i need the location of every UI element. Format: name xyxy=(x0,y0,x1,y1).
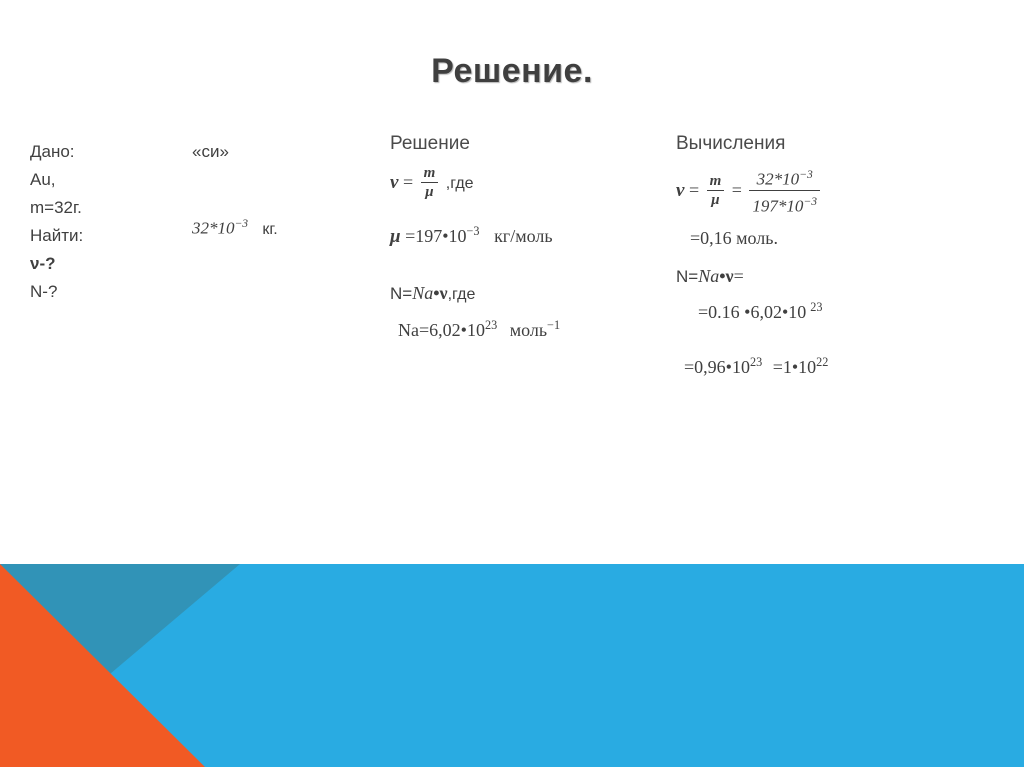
given-column xyxy=(30,138,190,306)
solution-mu-unit: кг/моль xyxy=(494,226,553,246)
calc-n-na: Na xyxy=(698,266,720,287)
calc-n-step xyxy=(698,292,1006,327)
calc-result-numerator-exp: −3 xyxy=(799,168,813,181)
calculations-header: Вычисления xyxy=(676,133,786,154)
si-value-number: 32*10 xyxy=(192,218,235,238)
calc-n-result-a-exp: 23 xyxy=(749,355,763,370)
calc-n-result-a: =0,96•10 xyxy=(684,357,750,378)
solution-na-exponent: 23 xyxy=(484,318,498,332)
given-line-au: Au, xyxy=(30,170,56,189)
slide-content xyxy=(0,130,1024,560)
calc-result-denominator-exp: −3 xyxy=(803,194,817,208)
given-line-mass: m=32г. xyxy=(30,198,82,217)
calc-result-fraction xyxy=(749,165,820,216)
si-header: «си» xyxy=(192,142,229,161)
si-value xyxy=(192,210,382,244)
given-header: Дано: xyxy=(30,142,75,161)
solution-nu-where: ,где xyxy=(445,175,474,193)
calculations-column xyxy=(676,130,1006,382)
calc-nu-symbol: ν xyxy=(676,179,685,201)
calc-result-denominator xyxy=(749,191,820,217)
calc-n-step-exp: 23 xyxy=(810,300,823,315)
calc-nu-denominator: μ xyxy=(711,191,720,208)
solution-nu-symbol: ν xyxy=(390,172,399,194)
solution-nu-numerator: m xyxy=(421,165,439,183)
calc-n-label: N= xyxy=(676,267,699,287)
given-line-nu: ν-? xyxy=(30,254,56,273)
calc-result-denominator-base: 197*10 xyxy=(752,196,804,216)
page-title: Решение. xyxy=(431,52,593,90)
solution-nu-denominator: μ xyxy=(425,184,434,200)
band-orange-triangle xyxy=(0,564,205,767)
calc-nu-result: =0,16 моль. xyxy=(690,228,778,249)
calc-n-result-b: =1•10 xyxy=(772,357,817,378)
calc-n-step-base: =0.16 •6,02•10 xyxy=(698,302,807,323)
solution-header: Решение xyxy=(390,133,470,154)
si-value-exponent: −3 xyxy=(234,217,249,230)
calc-nu-numerator: m xyxy=(707,173,725,191)
calc-nu-equals2: = xyxy=(731,179,742,200)
si-unit: кг. xyxy=(262,220,278,238)
calc-nu-fraction xyxy=(707,173,725,209)
calc-result-numerator xyxy=(749,165,820,191)
calc-n-result xyxy=(684,347,1006,382)
given-line-find: Найти: xyxy=(30,226,84,245)
solution-n-equation xyxy=(390,278,670,310)
solution-na-label: Na=6,02•10 xyxy=(398,320,485,340)
solution-n-where: ,где xyxy=(447,286,476,303)
solution-na-unit: моль xyxy=(509,320,548,340)
solution-na-line xyxy=(398,310,670,345)
solution-mu-value: =197•10 xyxy=(405,226,467,246)
si-column xyxy=(192,138,382,244)
solution-na-unit-exponent: −1 xyxy=(547,318,561,332)
calc-result-numerator-base: 32*10 xyxy=(756,169,800,189)
solution-mu-exponent: −3 xyxy=(466,224,480,238)
calc-n-nu: ν xyxy=(725,266,734,287)
calc-n-equals: = xyxy=(733,266,744,287)
solution-n-label: N= xyxy=(390,284,413,303)
calc-nu-equals: = xyxy=(688,179,700,200)
calc-nu-equation xyxy=(676,166,1006,217)
solution-n-dot: • xyxy=(433,283,440,303)
solution-mu-equation xyxy=(390,216,670,252)
calc-n-result-b-exp: 22 xyxy=(816,355,829,370)
solution-nu-fraction xyxy=(421,165,439,201)
calc-n-equation xyxy=(676,261,1006,292)
given-line-n: N-? xyxy=(30,282,58,301)
solution-nu-equals: = xyxy=(402,172,414,193)
solution-n-nu: ν xyxy=(439,283,448,303)
solution-column xyxy=(390,130,670,345)
decorative-band xyxy=(0,564,1024,767)
calc-n-dot: • xyxy=(719,266,726,287)
solution-mu-symbol: μ xyxy=(390,226,401,247)
solution-n-na: Na xyxy=(412,283,434,303)
solution-nu-equation xyxy=(390,166,670,202)
